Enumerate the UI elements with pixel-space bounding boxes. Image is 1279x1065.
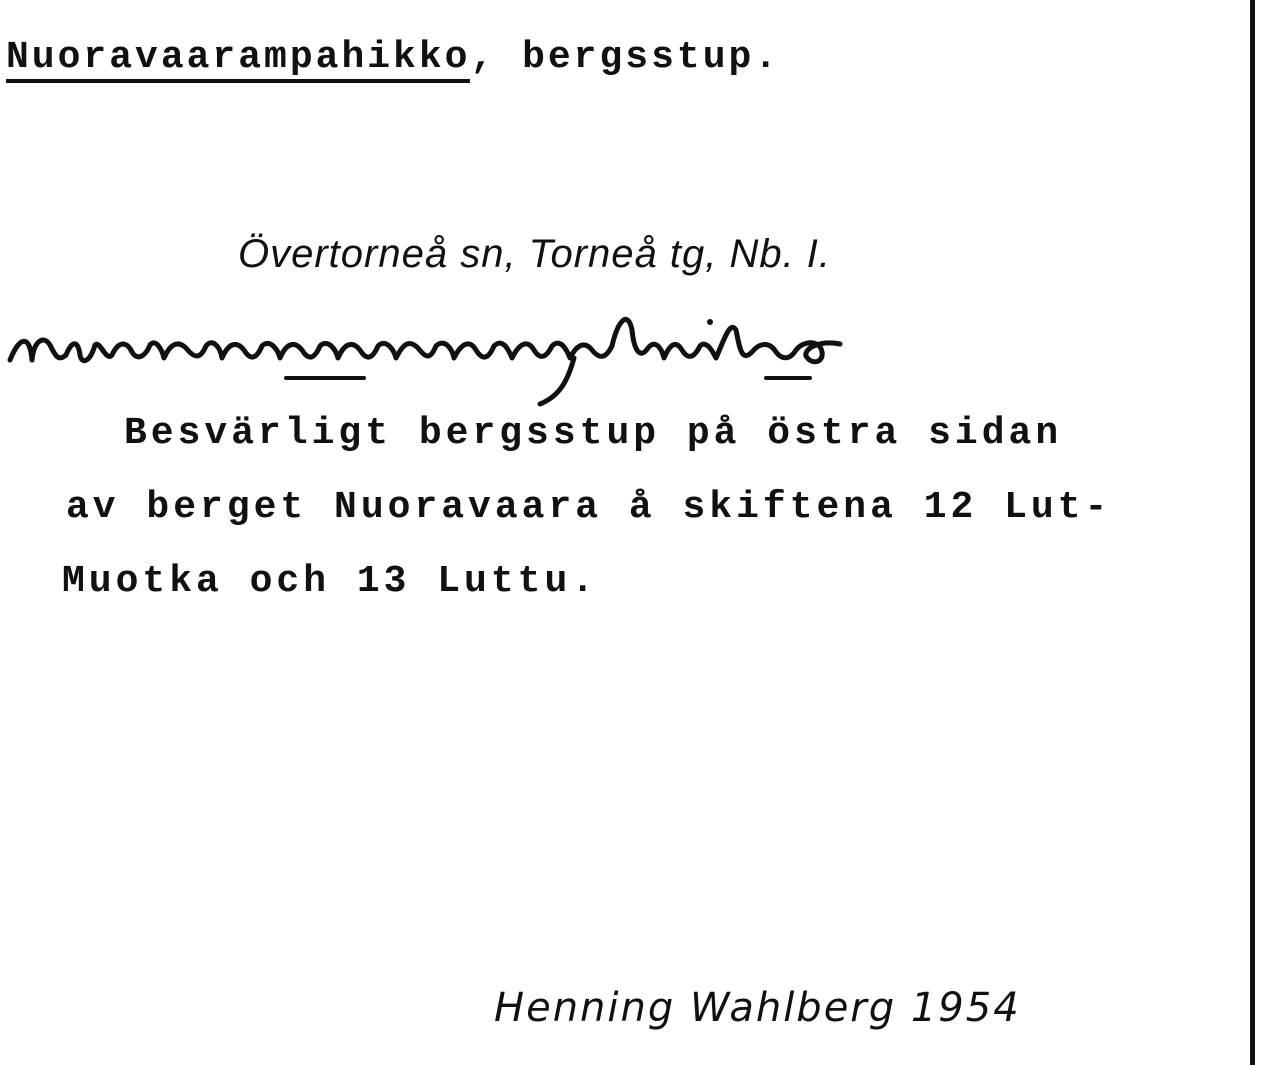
description-line-3: Muotka och 13 Luttu. <box>62 560 599 603</box>
parish-line: Övertorneå sn, Torneå tg, Nb. I. <box>238 232 832 276</box>
headword: Nuoravaarampahikko <box>6 37 470 83</box>
description-line-2: av berget Nuoravaara å skiftena 12 Lut- <box>66 486 1112 529</box>
headword-suffix: , bergsstup. <box>470 36 781 79</box>
description-line-1: Besvärligt bergsstup på östra sidan <box>124 412 1063 455</box>
signature: Henning Wahlberg 1954 <box>494 985 1021 1031</box>
headword-line <box>6 36 780 83</box>
handwritten-form <box>0 300 900 410</box>
card-edge-divider <box>1250 0 1255 1065</box>
